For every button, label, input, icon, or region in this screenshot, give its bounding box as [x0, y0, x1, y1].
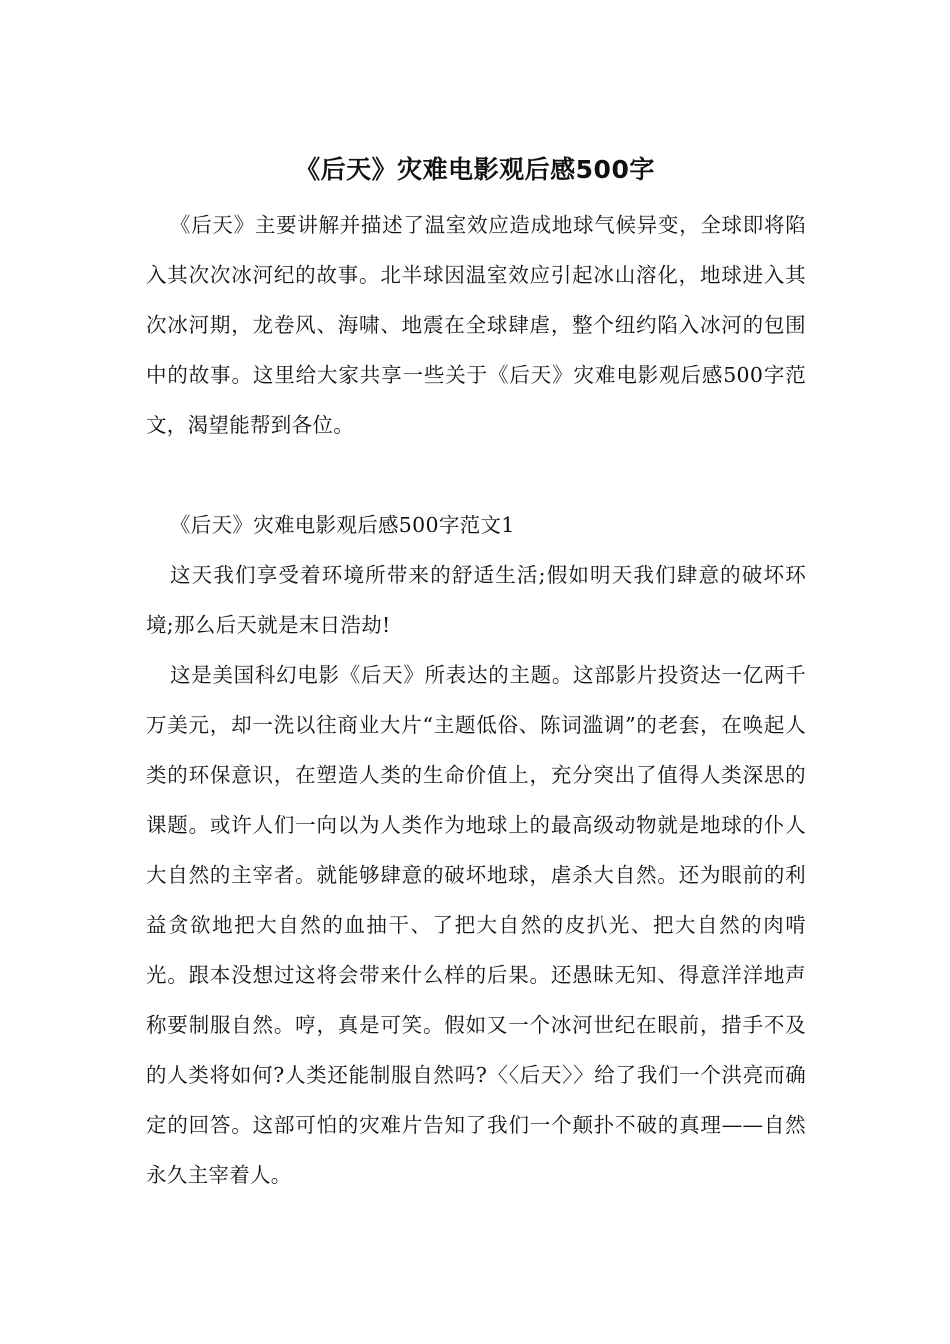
body-paragraph-1: 这天我们享受着环境所带来的舒适生活;假如明天我们肆意的破坏环境;那么后天就是末日浩劫!: [146, 563, 806, 637]
document-title: 《后天》灾难电影观后感500字: [295, 155, 655, 184]
body-paragraph-2: 这是美国科幻电影《后天》所表达的主题。这部影片投资达一亿两千万美元，却一洗以往商业大片“主题低俗、陈词滥调”的老套，在唤起人类的环保意识，在塑造人类的生命价值上，充分突出了值得人类深思的课题。或许人们一向以为人类作为地球上的最高级动物就是地球的仆人大自然的主宰者。就能够肆意的破坏地球，虐杀大自然。还为眼前的利益贪欲地把大自然的血抽干、了把大自然的皮扒光、把大自然的肉啃光。跟本没想过这将会带来什么样的后果。还愚昧无知、得意洋洋地声称要制服自然。哼，真是可笑。假如又一个冰河世纪在眼前，措手不及的人类将如何?人类还能制服自然吗?〈〈后天〉〉给了我们一个洪亮而确定的回答。这部可怕的灾难片告知了我们一个颠扑不破的真理——自然永久主宰着人。: [146, 663, 806, 1187]
section-subheading: 《后天》灾难电影观后感500字范文1: [170, 513, 515, 537]
intro-paragraph: 《后天》主要讲解并描述了温室效应造成地球气候异变，全球即将陷入其次次冰河纪的故事。北半球因温室效应引起冰山溶化，地球进入其次冰河期，龙卷风、海啸、地震在全球肆虐，整个纽约陷入冰河的包围中的故事。这里给大家共享一些关于《后天》灾难电影观后感500字范文，渴望能帮到各位。: [146, 213, 806, 437]
